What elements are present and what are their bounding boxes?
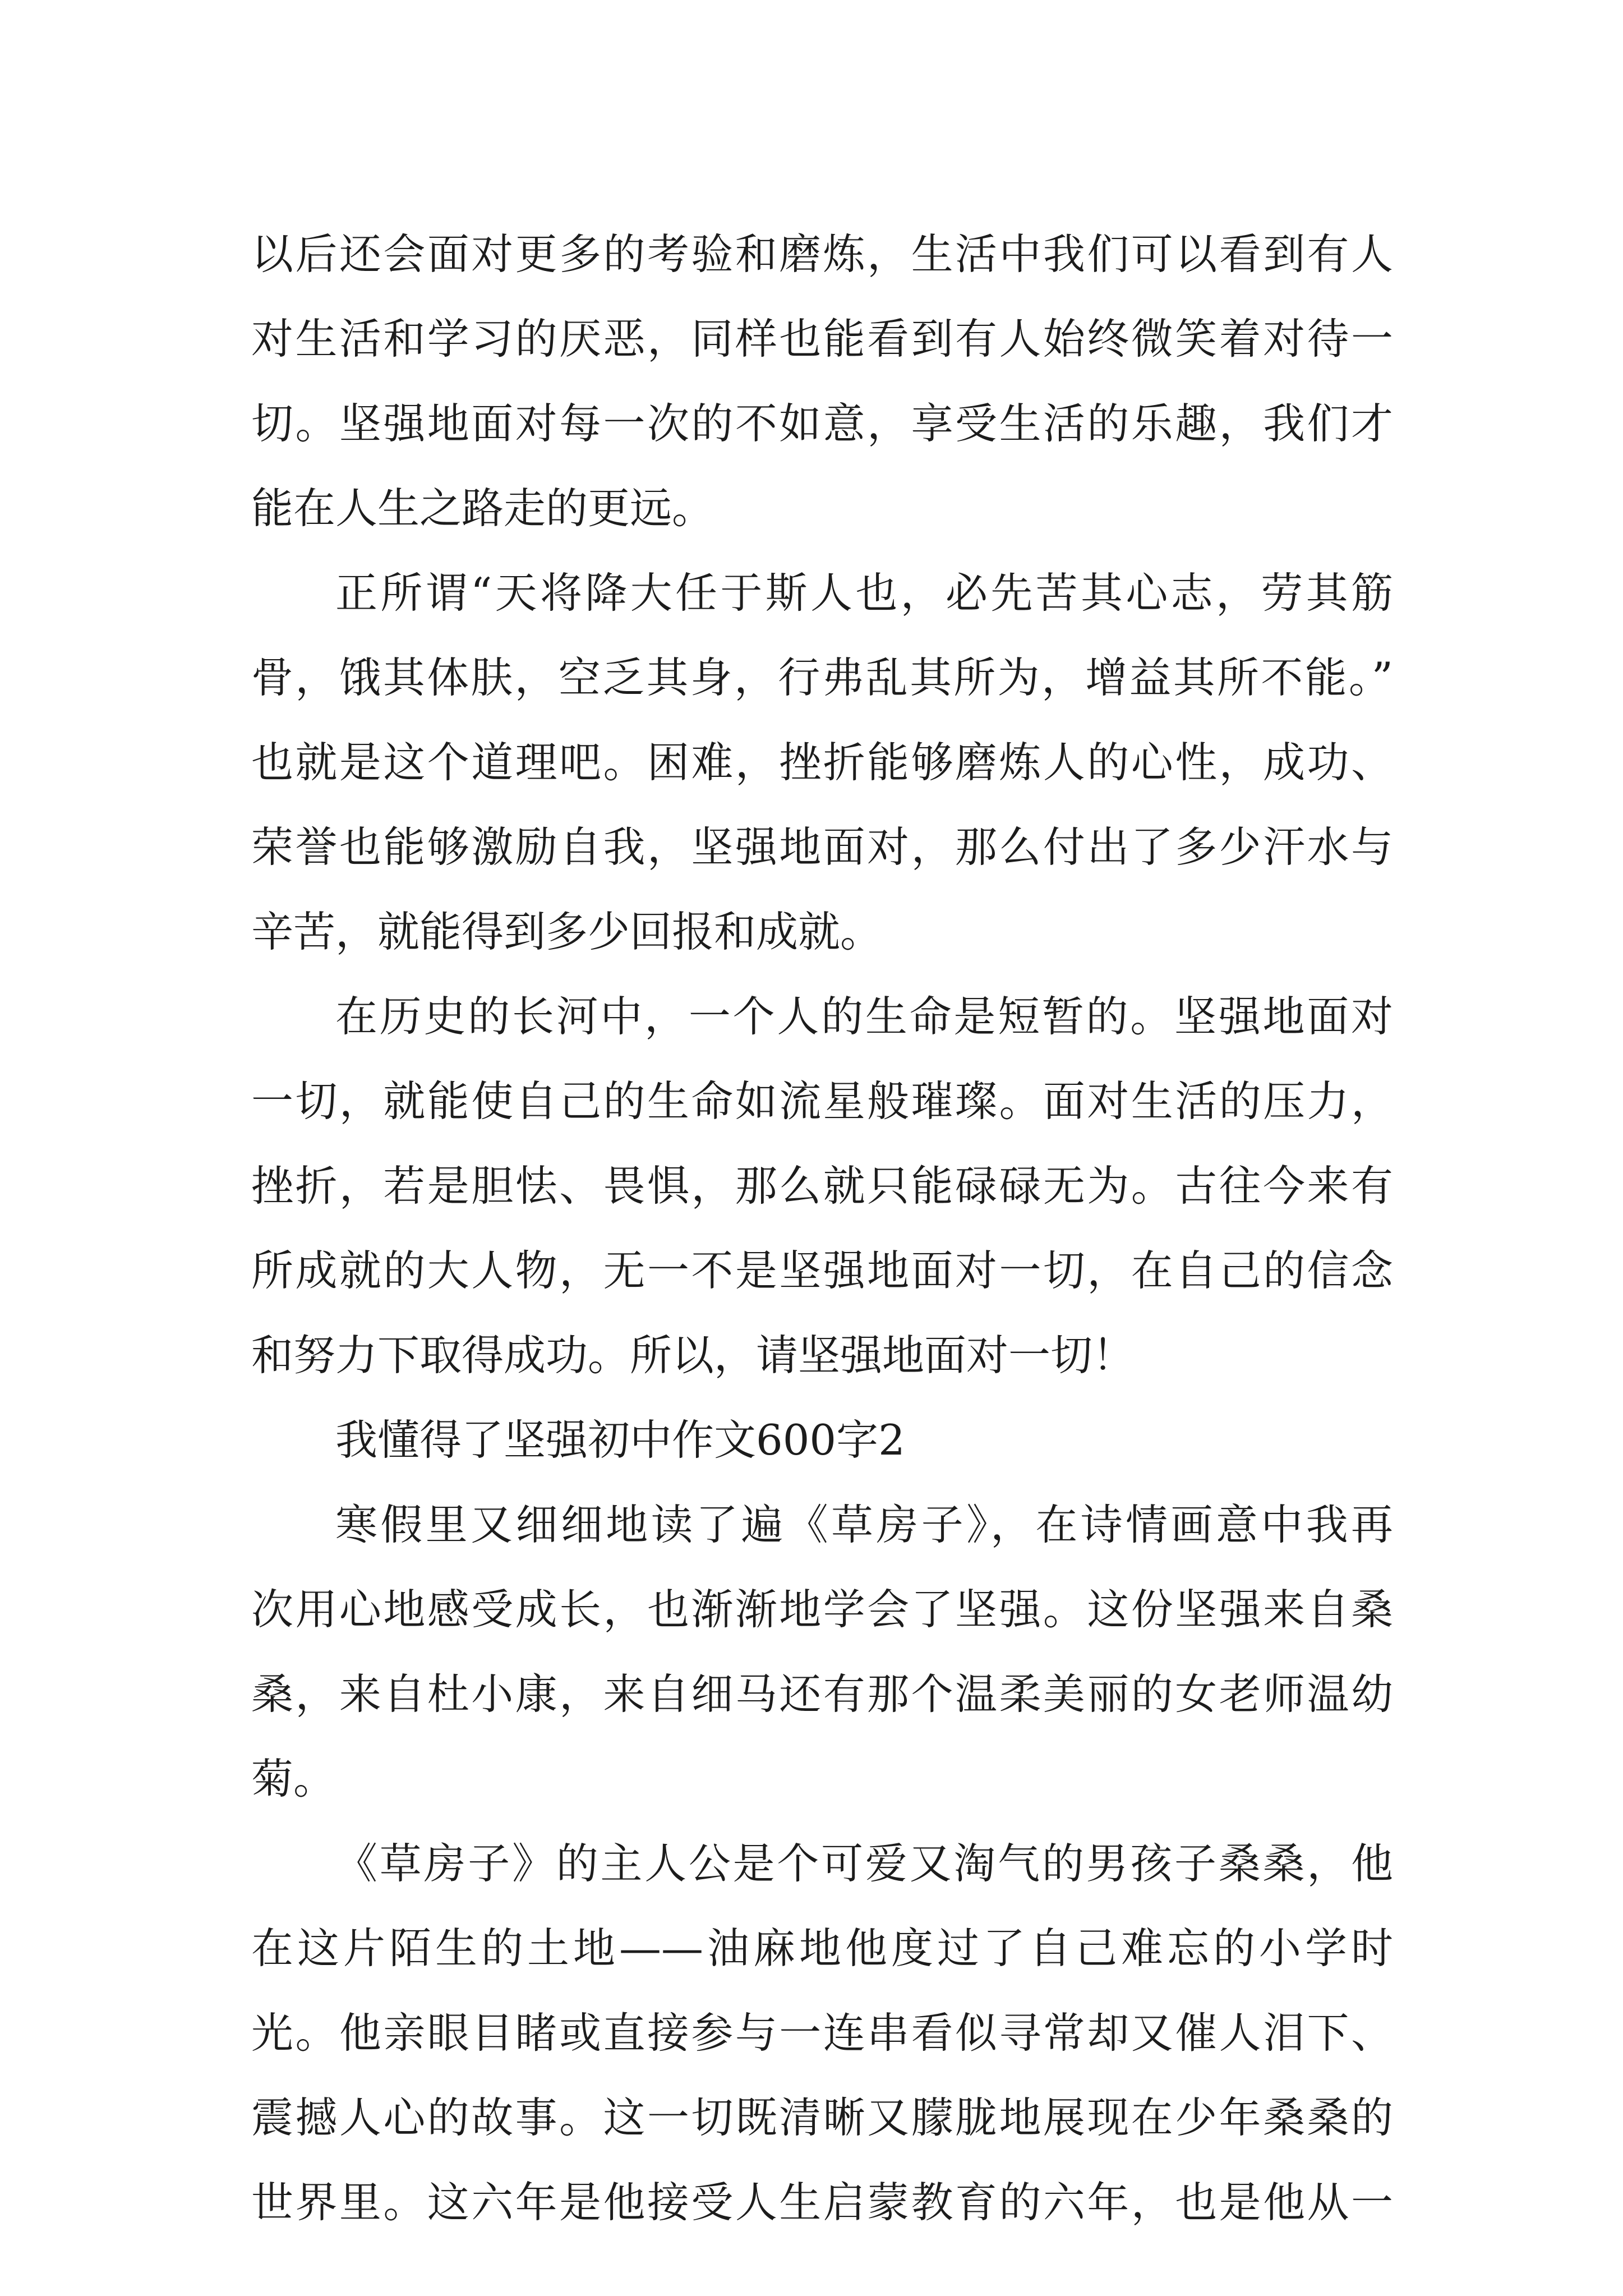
section-heading xyxy=(251,1398,1393,1483)
text-line: 以后还会面对更多的考验和磨炼，生活中我们可以看到有人 xyxy=(251,229,1393,279)
text-line: 挫折，若是胆怯、畏惧，那么就只能碌碌无为。古往今来有 xyxy=(251,1161,1393,1211)
text-line: 切。坚强地面对每一次的不如意，享受生活的乐趣，我们才 xyxy=(251,399,1393,448)
text-line: 也就是这个道理吧。困难，挫折能够磨炼人的心性，成功、 xyxy=(251,738,1393,787)
text-line: 次用心地感受成长，也渐渐地学会了坚强。这份坚强来自桑 xyxy=(251,1585,1393,1634)
text-line: 正所谓“天将降大任于斯人也，必先苦其心志，劳其筋 xyxy=(335,568,1393,618)
text-line: 光。他亲眼目睹或直接参与一连串看似寻常却又催人泪下、 xyxy=(251,2008,1393,2058)
text-line: 寒假里又细细地读了遍《草房子》，在诗情画意中我再 xyxy=(335,1500,1393,1549)
text-line: 和努力下取得成功。所以，请坚强地面对一切！ xyxy=(251,1331,1135,1380)
text-line: 震撼人心的故事。这一切既清晰又朦胧地展现在少年桑桑的 xyxy=(251,2093,1393,2142)
paragraph-2 xyxy=(251,551,1393,974)
paragraph-1 xyxy=(251,212,1393,551)
text-line: 世界里。这六年是他接受人生启蒙教育的六年，也是他从一 xyxy=(251,2178,1393,2227)
heading-line: 我懂得了坚强初中作文600字2 xyxy=(335,1415,905,1465)
paragraph-4 xyxy=(251,1483,1393,1821)
text-line: 菊。 xyxy=(251,1754,336,1803)
paragraph-5 xyxy=(251,1821,1393,2245)
text-line: 桑，来自杜小康，来自细马还有那个温柔美丽的女老师温幼 xyxy=(251,1669,1393,1719)
document-body xyxy=(251,212,1393,2245)
paragraph-3 xyxy=(251,974,1393,1398)
text-line: 能在人生之路走的更远。 xyxy=(251,484,714,533)
text-line: 一切，就能使自己的生命如流星般璀璨。面对生活的压力， xyxy=(251,1076,1393,1126)
text-line: 《草房子》的主人公是个可爱又淘气的男孩子桑桑，他 xyxy=(335,1839,1393,1888)
text-line: 辛苦，就能得到多少回报和成就。 xyxy=(251,907,883,956)
text-line: 骨，饿其体肤，空乏其身，行弗乱其所为，增益其所不能。” xyxy=(251,653,1393,702)
text-line: 在历史的长河中，一个人的生命是短暂的。坚强地面对 xyxy=(335,992,1393,1041)
text-line: 所成就的大人物，无一不是坚强地面对一切，在自己的信念 xyxy=(251,1246,1393,1295)
text-line: 对生活和学习的厌恶，同样也能看到有人始终微笑着对待一 xyxy=(251,314,1393,364)
text-line: 荣誉也能够激励自我，坚强地面对，那么付出了多少汗水与 xyxy=(251,822,1393,872)
text-line: 在这片陌生的土地——油麻地他度过了自己难忘的小学时 xyxy=(251,1924,1393,1973)
